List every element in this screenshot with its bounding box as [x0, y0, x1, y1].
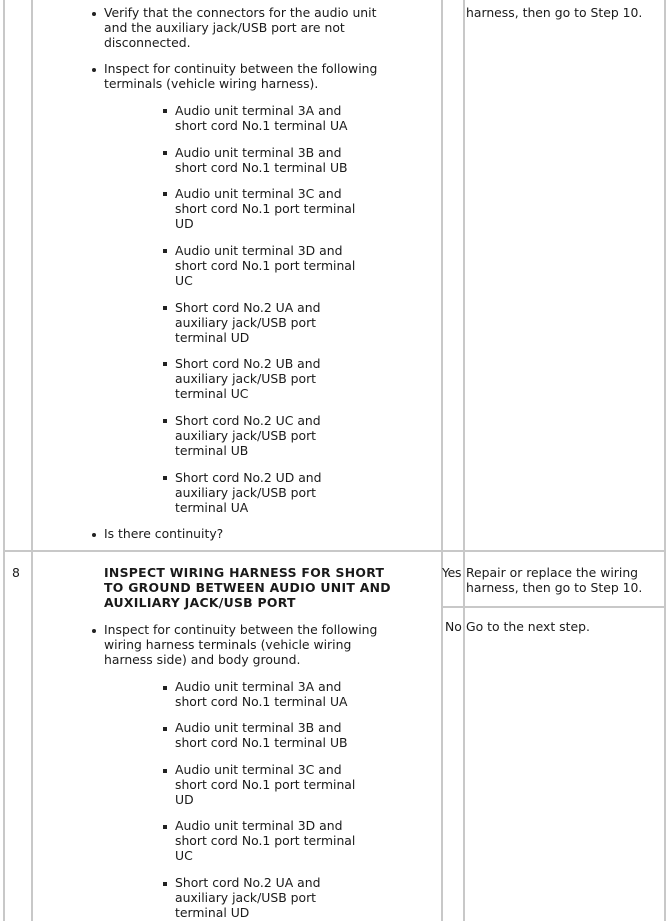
bullet — [92, 68, 96, 72]
sub-bullet — [163, 825, 167, 829]
step-number: 8 — [12, 565, 20, 580]
sub-bullet — [163, 109, 167, 113]
result-divider — [441, 606, 666, 608]
upper-action-text: harness, then go to Step 10. — [466, 5, 643, 20]
table-border-result-col — [441, 0, 443, 921]
sub-bullet — [163, 727, 167, 731]
sub-bullet — [163, 306, 167, 310]
table-border-left — [3, 0, 5, 921]
bullet — [92, 533, 96, 537]
sub-bullet — [163, 419, 167, 423]
sub-bullet — [163, 362, 167, 366]
no-action: Go to the next step. — [466, 619, 590, 634]
table-border-action-col — [463, 0, 465, 921]
yes-label: Yes — [442, 565, 462, 580]
sub-bullet — [163, 192, 167, 196]
sub-bullet — [163, 686, 167, 690]
sub-bullet — [163, 151, 167, 155]
sub-bullet — [163, 476, 167, 480]
sub-bullet — [163, 249, 167, 253]
sub-bullet — [163, 769, 167, 773]
row-divider — [3, 550, 666, 552]
continuity-question: Is there continuity? — [104, 526, 224, 541]
bullet — [92, 12, 96, 16]
bullet — [92, 629, 96, 633]
sub-bullet — [163, 882, 167, 886]
no-label: No — [445, 619, 462, 634]
table-border-right — [664, 0, 666, 921]
table-border-step-col — [31, 0, 33, 921]
